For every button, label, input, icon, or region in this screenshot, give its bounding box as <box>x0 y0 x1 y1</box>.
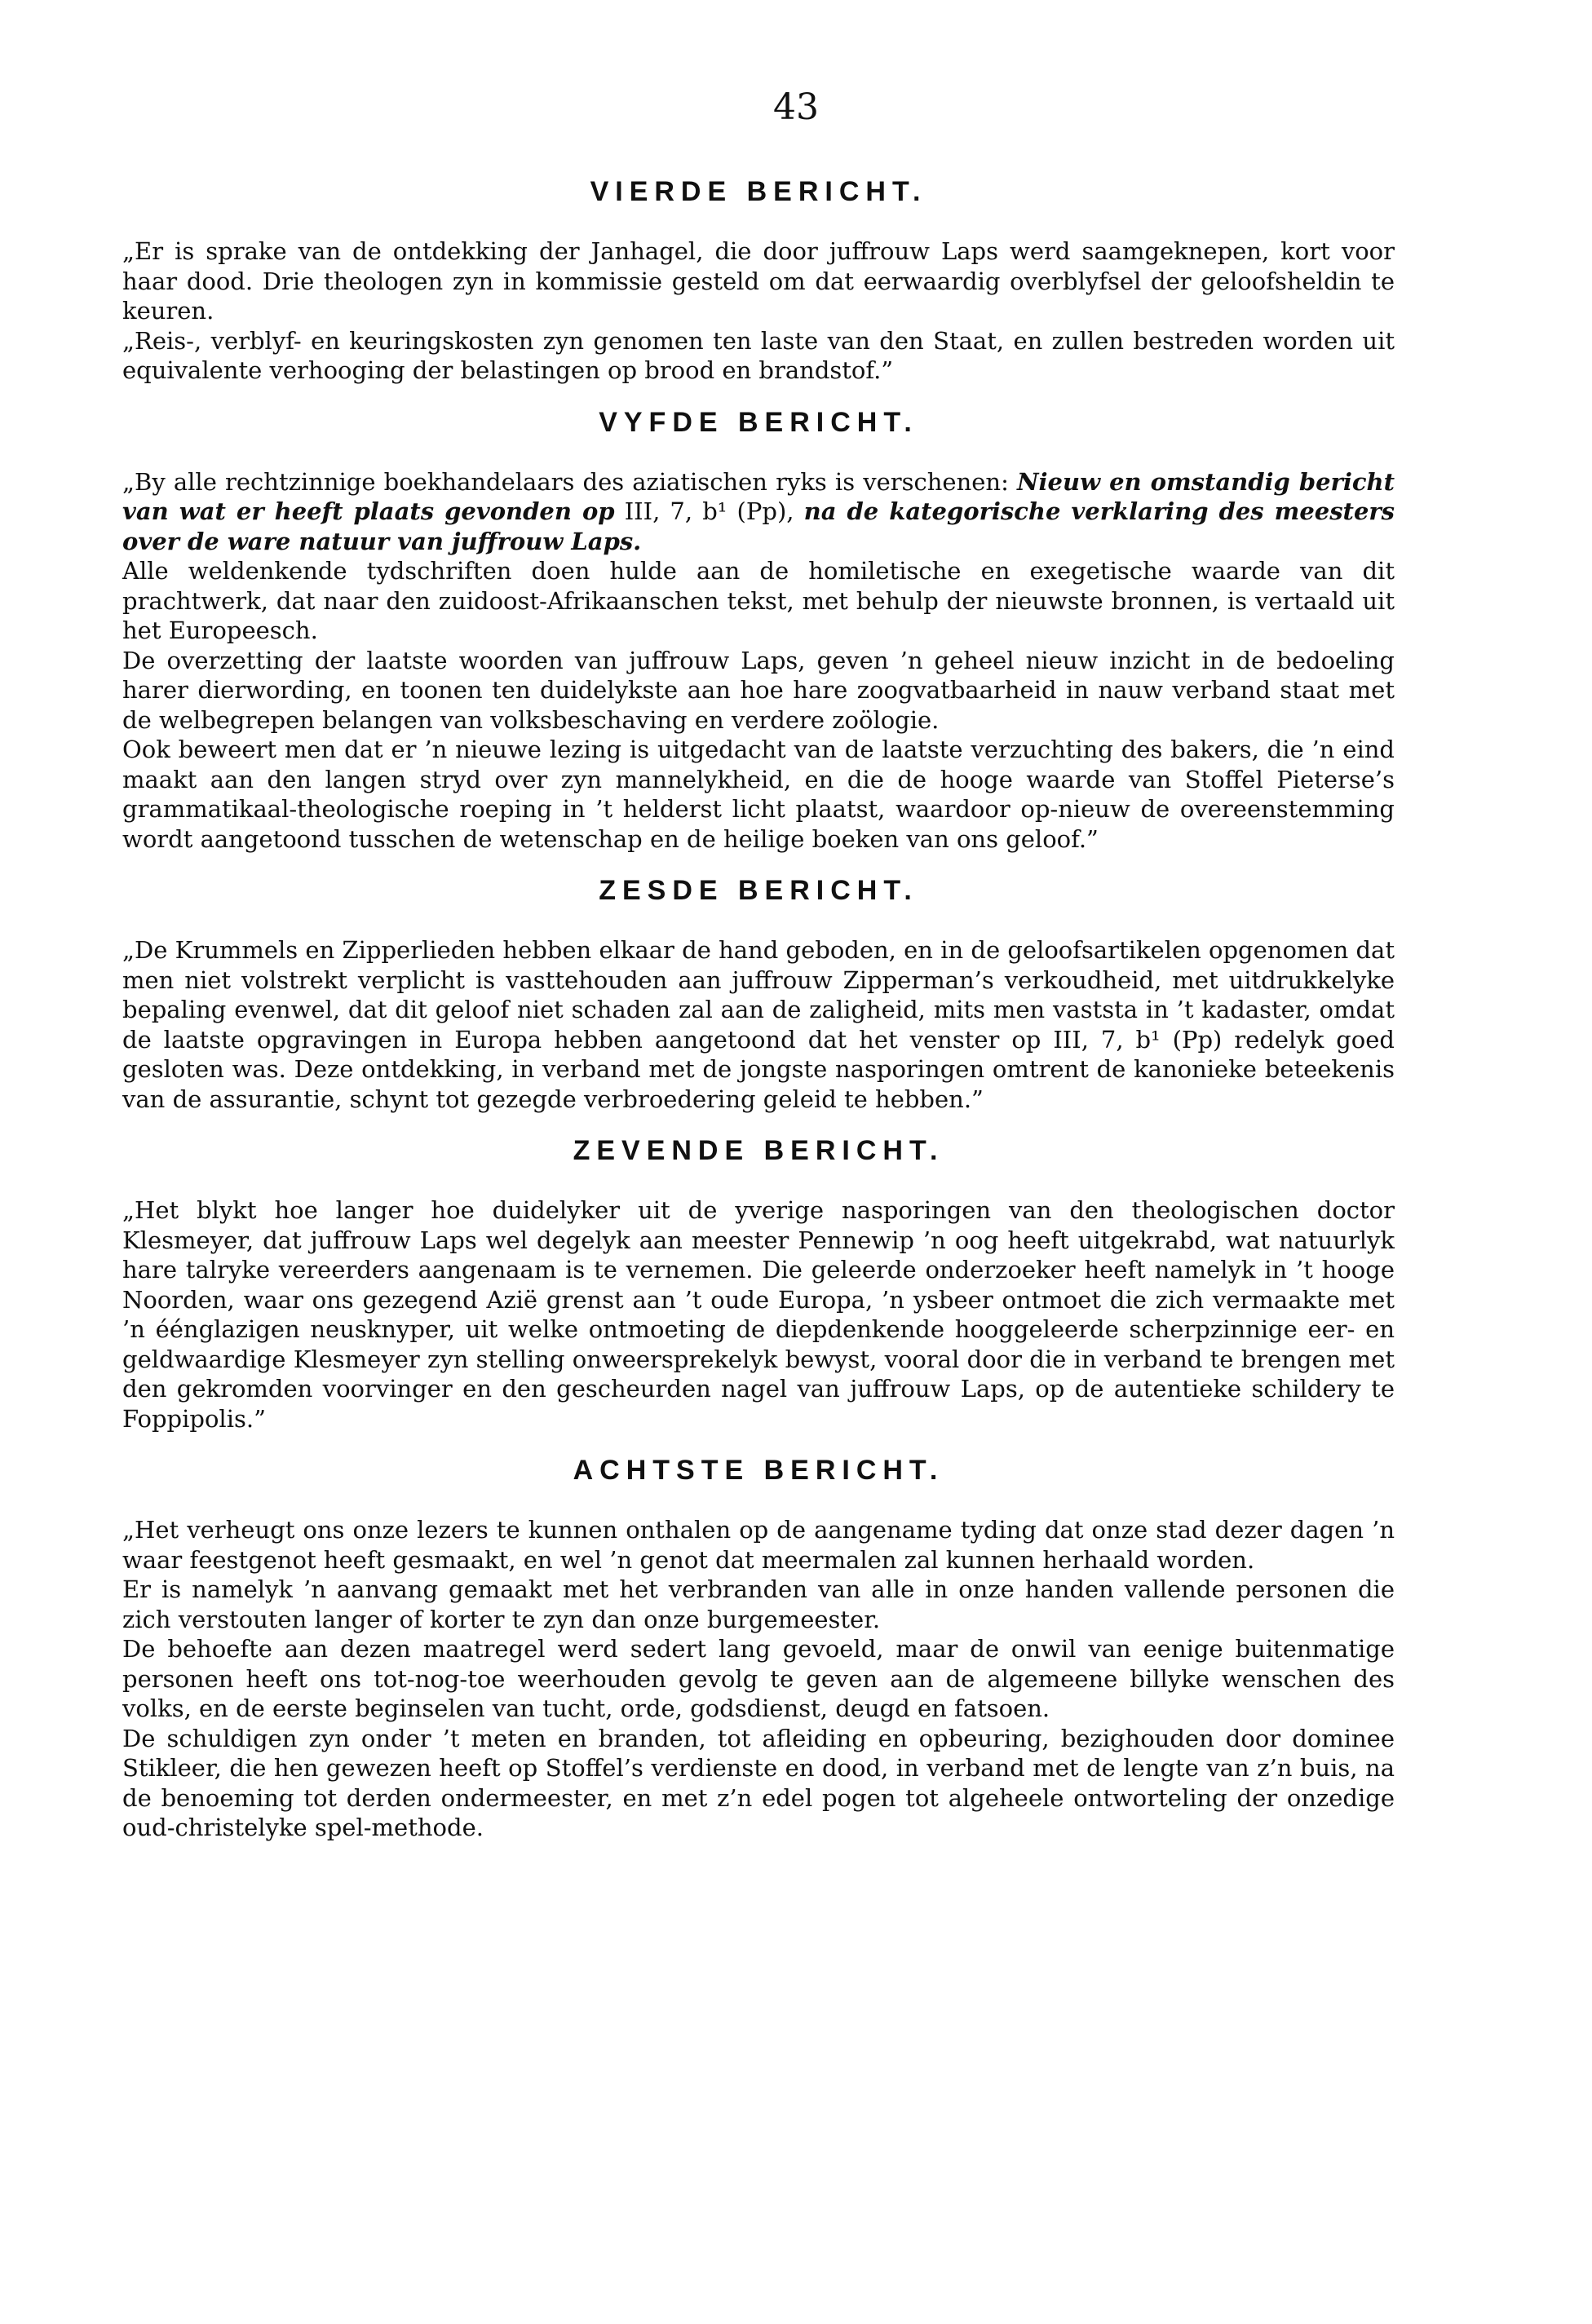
section-vierde-bericht <box>122 178 1395 386</box>
paragraph: Ook beweert men dat er ’n nieuwe lezing is uitgedacht van de laatste verzuchting des bakers, die ’n eind maakt aan den langen stryd over zyn mannelykheid, en die de hooge waarde van Stoffel Pieterse’s grammatikaal-theologische roeping in ’t helderst licht plaatst, waardoor op-nieuw de overeenstemming wordt aangetoond tusschen de wetenschap en de heilige boeken van ons geloof.” <box>122 736 1395 853</box>
paragraph: Alle weldenkende tydschriften doen hulde aan de homiletische en exegetische waarde van dit prachtwerk, dat naar den zuidoost-Afrikaanschen tekst, met behulp der nieuwste bronnen, is vertaald uit het Europeesch. <box>122 557 1395 644</box>
section-vyfde-bericht <box>122 406 1395 855</box>
section-achtste-bericht <box>122 1456 1395 1843</box>
paragraph: De schuldigen zyn onder ’t meten en branden, tot afleiding en opbeuring, bezighouden door dominee Stikleer, die hen gewezen heeft op Stoffel’s verdienste en dood, in verband met de lengte van z’n buis, na de benoeming tot derden ondermeester, en met z’n edel pogen tot algeheele ontworteling der onzedige oud-christelyke spel-methode. <box>122 1724 1395 1841</box>
reference-text: III, 7, b¹ (Pp), <box>614 497 804 525</box>
paragraph: „Reis-, verblyf- en keuringskosten zyn genomen ten laste van den Staat, en zullen bestreden worden uit equivalente verhooging der belastingen op brood en brandstof.” <box>122 326 1395 384</box>
section-zesde-bericht <box>122 877 1395 1114</box>
section-body <box>122 236 1395 386</box>
paragraph: De behoefte aan dezen maatregel werd sedert lang gevoeld, maar de onwil van eenige buitenmatige personen heeft ons tot-nog-toe weerhouden gevolg te geven aan de algemeene billyke wenschen des volks, en de eerste beginselen van tucht, orde, godsdienst, deugd en fatsoen. <box>122 1635 1395 1722</box>
book-title: Nieuw en omstandig bericht van wat er heeft plaats gevonden op <box>122 467 1395 525</box>
section-heading: VIERDE BERICHT. <box>590 176 927 207</box>
section-heading: ZEVENDE BERICHT. <box>573 1135 944 1166</box>
book-subtitle: na de kategorische verklaring des meesters over de ware natuur van juffrouw Laps. <box>122 497 1395 555</box>
section-heading: ZESDE BERICHT. <box>599 875 918 906</box>
section-body <box>122 1515 1395 1843</box>
section-heading: ACHTSTE BERICHT. <box>573 1455 944 1486</box>
paragraph-intro <box>122 467 1395 557</box>
text-column <box>122 171 1395 1866</box>
paragraph: „Het blykt hoe langer hoe duidelyker uit de yverige nasporingen van den theologischen doctor Klesmeyer, dat juffrouw Laps wel degelyk aan meester Pennewip ’n oog heeft uitgekrabd, wat natuurlyk hare talryke vereerders aangenaam is te vernemen. Die geleerde onderzoeker heeft namelyk in ’t hooge Noorden, waar ons gezegend Azië grenst aan ’t oude Europa, ’n ysbeer ontmoet die zich vermaakte met ’n éénglazigen neusknyper, uit welke ontmoeting de diepdenkende hooggeleerde scherpzinnige eer- en geldwaardige Klesmeyer zyn stelling onweersprekelyk bewyst, vooral door die in verband te brengen met den gekromden voorvinger en den gescheurden nagel van juffrouw Laps, op de autentieke schildery te Foppipolis.” <box>122 1196 1395 1433</box>
paragraph: „Het verheugt ons onze lezers te kunnen onthalen op de aangename tyding dat onze stad dezer dagen ’n waar feestgenot heeft gesmaakt, en wel ’n genot dat meermalen zal kunnen herhaald worden. <box>122 1516 1395 1574</box>
paragraph: Er is namelyk ’n aanvang gemaakt met het verbranden van alle in onze handen vallende personen die zich verstouten langer of korter te zyn dan onze burgemeester. <box>122 1575 1395 1633</box>
section-body <box>122 467 1395 855</box>
section-body <box>122 1195 1395 1434</box>
paragraph: De overzetting der laatste woorden van juffrouw Laps, geven ’n geheel nieuw inzicht in de bedoeling harer dierwording, en toonen ten duidelykste aan hoe hare zoogvatbaarheid in nauw verband staat met de welbegrepen belangen van volksbeschaving en verdere zoölogie. <box>122 646 1395 734</box>
section-body <box>122 935 1395 1114</box>
intro-text: „By alle rechtzinnige boekhandelaars des aziatischen ryks is verschenen: <box>122 467 1018 496</box>
paragraph: „De Krummels en Zipperlieden hebben elkaar de hand geboden, en in de geloofsartikelen opgenomen dat men niet volstrekt verplicht is vasttehouden aan juffrouw Zipperman’s verkoudheid, met uitdrukkelyke bepaling evenwel, dat dit geloof niet schaden zal aan de zaligheid, mits men vaststa in ’t kadaster, omdat de laatste opgravingen in Europa hebben aangetoond dat het venster op III, 7, b¹ (Pp) redelyk goed gesloten was. Deze ontdekking, in verband met de jongste nasporingen omtrent de kanonieke beteekenis van de assurantie, schynt tot gezegde verbroedering geleid te hebben.” <box>122 936 1395 1113</box>
section-zevende-bericht <box>122 1137 1395 1434</box>
section-heading: VYFDE BERICHT. <box>599 406 918 438</box>
paragraph: „Er is sprake van de ontdekking der Janhagel, die door juffrouw Laps werd saamgeknepen, kort voor haar dood. Drie theologen zyn in kommissie gesteld om dat eerwaardig overblyfsel der geloofsheldin te keuren. <box>122 237 1395 325</box>
page-number: 43 <box>773 86 819 128</box>
